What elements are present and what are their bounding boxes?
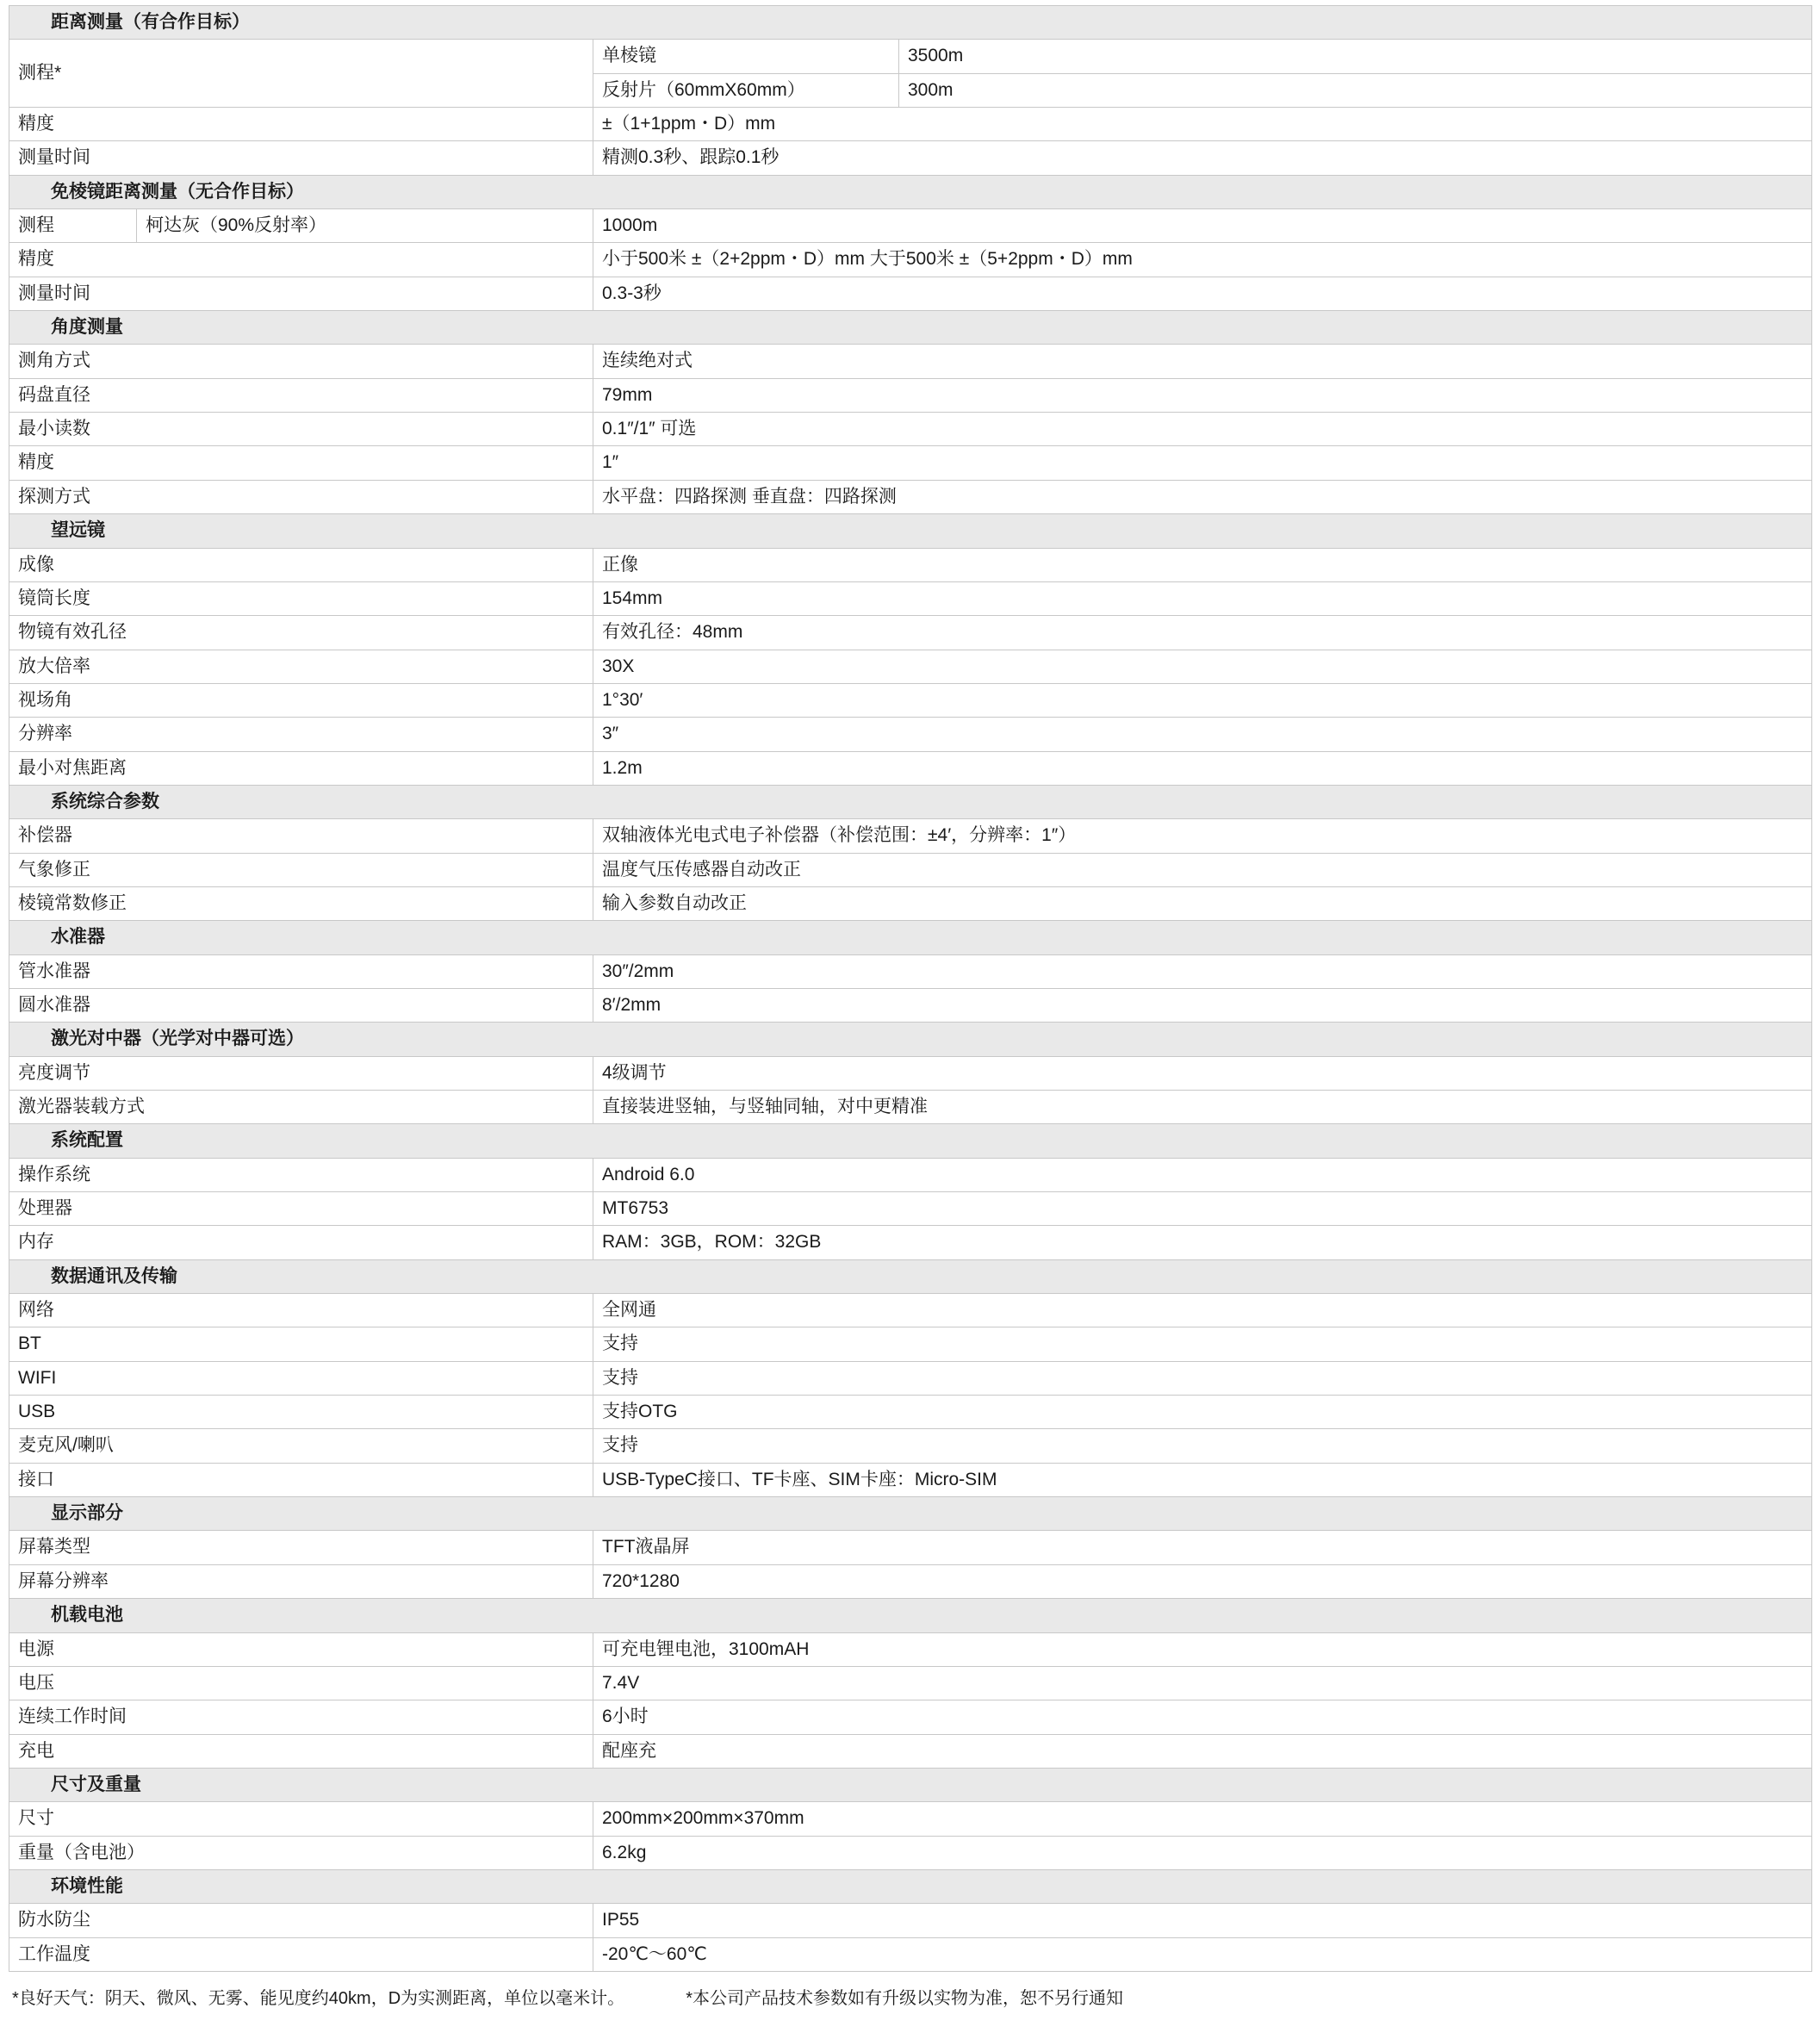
spec-value: 温度气压传感器自动改正: [593, 853, 1812, 886]
spec-label: BT: [9, 1327, 593, 1361]
spec-value: 支持: [593, 1429, 1812, 1463]
section-title: 系统综合参数: [9, 785, 1812, 818]
spec-label: 接口: [9, 1463, 593, 1496]
spec-row: [9, 1836, 1812, 1869]
spec-sublabel: 柯达灰（90%反射率）: [137, 209, 593, 243]
spec-label: 视场角: [9, 683, 593, 717]
section-header-row: [9, 6, 1812, 40]
spec-row: [9, 1226, 1812, 1259]
spec-label: 网络: [9, 1294, 593, 1327]
spec-value: 3500m: [899, 40, 1812, 73]
spec-label: 分辨率: [9, 718, 593, 751]
spec-label: 测程: [9, 209, 137, 243]
spec-row: [9, 988, 1812, 1022]
spec-row: [9, 1802, 1812, 1836]
spec-row: [9, 1937, 1812, 1971]
section-header-row: [9, 514, 1812, 548]
spec-value: 7.4V: [593, 1666, 1812, 1700]
spec-row: [9, 886, 1812, 920]
spec-value: 154mm: [593, 581, 1812, 615]
spec-value: USB-TypeC接口、TF卡座、SIM卡座：Micro-SIM: [593, 1463, 1812, 1496]
spec-label: 尺寸: [9, 1802, 593, 1836]
spec-value-mid: 反射片（60mmX60mm）: [593, 73, 899, 107]
spec-value: 1″: [593, 446, 1812, 480]
spec-value: RAM：3GB，ROM：32GB: [593, 1226, 1812, 1259]
spec-value: 支持: [593, 1327, 1812, 1361]
spec-row: [9, 1734, 1812, 1768]
section-header-row: [9, 1869, 1812, 1903]
spec-row: [9, 751, 1812, 785]
spec-label: 电压: [9, 1666, 593, 1700]
spec-value: 精测0.3秒、跟踪0.1秒: [593, 141, 1812, 175]
spec-label: 管水准器: [9, 954, 593, 988]
spec-label: 亮度调节: [9, 1056, 593, 1090]
spec-label: 放大倍率: [9, 650, 593, 683]
spec-value: 正像: [593, 548, 1812, 581]
spec-value: 200mm×200mm×370mm: [593, 1802, 1812, 1836]
spec-label: 精度: [9, 108, 593, 141]
spec-value: 水平盘：四路探测 垂直盘：四路探测: [593, 480, 1812, 513]
section-title: 免棱镜距离测量（无合作目标）: [9, 175, 1812, 208]
spec-row: [9, 1091, 1812, 1124]
spec-label: 最小对焦距离: [9, 751, 593, 785]
spec-label: 镜筒长度: [9, 581, 593, 615]
spec-value: 8′/2mm: [593, 988, 1812, 1022]
spec-label: 屏幕类型: [9, 1531, 593, 1564]
specifications-table: [9, 5, 1812, 1972]
section-title: 望远镜: [9, 514, 1812, 548]
spec-value: 配座充: [593, 1734, 1812, 1768]
spec-row: [9, 1632, 1812, 1666]
spec-value: 输入参数自动改正: [593, 886, 1812, 920]
spec-label: 精度: [9, 243, 593, 277]
section-title: 尺寸及重量: [9, 1768, 1812, 1801]
spec-row: [9, 446, 1812, 480]
spec-row: [9, 1294, 1812, 1327]
spec-row: [9, 345, 1812, 378]
spec-value: 连续绝对式: [593, 345, 1812, 378]
spec-row: [9, 1700, 1812, 1734]
section-header-row: [9, 1599, 1812, 1632]
spec-label: 操作系统: [9, 1158, 593, 1191]
spec-label: 电源: [9, 1632, 593, 1666]
spec-label: 棱镜常数修正: [9, 886, 593, 920]
spec-value: 1°30′: [593, 683, 1812, 717]
spec-row: [9, 1158, 1812, 1191]
spec-label: 工作温度: [9, 1937, 593, 1971]
section-header-row: [9, 785, 1812, 818]
spec-row: [9, 1396, 1812, 1429]
spec-label: 充电: [9, 1734, 593, 1768]
spec-value: 4级调节: [593, 1056, 1812, 1090]
spec-value: 1.2m: [593, 751, 1812, 785]
spec-row: [9, 1666, 1812, 1700]
spec-value: -20℃～60℃: [593, 1937, 1812, 1971]
spec-value-mid: 单棱镜: [593, 40, 899, 73]
section-title: 水准器: [9, 921, 1812, 954]
spec-row: [9, 141, 1812, 175]
spec-label: 内存: [9, 1226, 593, 1259]
spec-label: 测量时间: [9, 141, 593, 175]
spec-row: [9, 1327, 1812, 1361]
section-title: 环境性能: [9, 1869, 1812, 1903]
spec-row: [9, 1463, 1812, 1496]
spec-row: [9, 1361, 1812, 1395]
spec-row: [9, 718, 1812, 751]
spec-label: 处理器: [9, 1192, 593, 1226]
spec-row: [9, 581, 1812, 615]
spec-row: [9, 209, 1812, 243]
spec-value: 6小时: [593, 1700, 1812, 1734]
spec-label: 补偿器: [9, 819, 593, 853]
spec-value: MT6753: [593, 1192, 1812, 1226]
spec-row: [9, 1056, 1812, 1090]
spec-label: 最小读数: [9, 413, 593, 446]
spec-label: 测量时间: [9, 277, 593, 310]
spec-row: [9, 1904, 1812, 1937]
spec-label: 气象修正: [9, 853, 593, 886]
spec-label: USB: [9, 1396, 593, 1429]
section-header-row: [9, 175, 1812, 208]
section-title: 显示部分: [9, 1497, 1812, 1531]
section-title: 机载电池: [9, 1599, 1812, 1632]
spec-row: [9, 683, 1812, 717]
spec-value: 1000m: [593, 209, 1812, 243]
footnote: [9, 1984, 1811, 2009]
spec-row: [9, 40, 1812, 73]
spec-row: [9, 650, 1812, 683]
spec-label: 精度: [9, 446, 593, 480]
spec-row: [9, 1192, 1812, 1226]
spec-label: 防水防尘: [9, 1904, 593, 1937]
section-header-row: [9, 1023, 1812, 1056]
spec-row: [9, 277, 1812, 310]
spec-row: [9, 1531, 1812, 1564]
spec-row: [9, 819, 1812, 853]
spec-row: [9, 378, 1812, 412]
spec-value: 30X: [593, 650, 1812, 683]
spec-value: 支持OTG: [593, 1396, 1812, 1429]
spec-value: 30″/2mm: [593, 954, 1812, 988]
spec-row: [9, 413, 1812, 446]
spec-value: IP55: [593, 1904, 1812, 1937]
spec-value: 支持: [593, 1361, 1812, 1395]
spec-row: [9, 616, 1812, 650]
spec-row: [9, 954, 1812, 988]
spec-row: [9, 548, 1812, 581]
spec-row: [9, 480, 1812, 513]
section-header-row: [9, 1768, 1812, 1801]
spec-label: 成像: [9, 548, 593, 581]
spec-label: 测程*: [9, 40, 593, 108]
section-title: 系统配置: [9, 1124, 1812, 1158]
spec-label: 激光器装载方式: [9, 1091, 593, 1124]
spec-label: 重量（含电池）: [9, 1836, 593, 1869]
section-title: 激光对中器（光学对中器可选）: [9, 1023, 1812, 1056]
section-header-row: [9, 1124, 1812, 1158]
spec-row: [9, 1429, 1812, 1463]
spec-value: 0.1″/1″ 可选: [593, 413, 1812, 446]
spec-value: 79mm: [593, 378, 1812, 412]
spec-value: 3″: [593, 718, 1812, 751]
spec-value: 6.2kg: [593, 1836, 1812, 1869]
spec-value: 300m: [899, 73, 1812, 107]
spec-value: 0.3-3秒: [593, 277, 1812, 310]
spec-label: 物镜有效孔径: [9, 616, 593, 650]
spec-label: 连续工作时间: [9, 1700, 593, 1734]
section-header-row: [9, 1497, 1812, 1531]
section-title: 角度测量: [9, 311, 1812, 345]
spec-value: 有效孔径：48mm: [593, 616, 1812, 650]
spec-value: 小于500米 ±（2+2ppm・D）mm 大于500米 ±（5+2ppm・D）mm: [593, 243, 1812, 277]
section-title: 数据通讯及传输: [9, 1259, 1812, 1293]
spec-value: 720*1280: [593, 1564, 1812, 1598]
spec-label: 屏幕分辨率: [9, 1564, 593, 1598]
spec-label: 圆水准器: [9, 988, 593, 1022]
spec-row: [9, 1564, 1812, 1598]
spec-label: WIFI: [9, 1361, 593, 1395]
section-header-row: [9, 1259, 1812, 1293]
section-header-row: [9, 311, 1812, 345]
spec-label: 麦克风/喇叭: [9, 1429, 593, 1463]
footnote-left-text: *良好天气：阴天、微风、无雾、能见度约40km，D为实测距离，单位以毫米计。: [12, 1988, 625, 2008]
spec-label: 测角方式: [9, 345, 593, 378]
section-header-row: [9, 921, 1812, 954]
spec-row: [9, 243, 1812, 277]
spec-value: Android 6.0: [593, 1158, 1812, 1191]
spec-row: [9, 853, 1812, 886]
section-title: 距离测量（有合作目标）: [9, 6, 1812, 40]
spec-value: 可充电锂电池，3100mAH: [593, 1632, 1812, 1666]
spec-value: TFT液晶屏: [593, 1531, 1812, 1564]
spec-value: 全网通: [593, 1294, 1812, 1327]
spec-value: 双轴液体光电式电子补偿器（补偿范围：±4′，分辨率：1″）: [593, 819, 1812, 853]
spec-row: [9, 108, 1812, 141]
footnote-right-text: *本公司产品技术参数如有升级以实物为准，恕不另行通知: [686, 1988, 1124, 2008]
spec-label: 探测方式: [9, 480, 593, 513]
spec-value: ±（1+1ppm・D）mm: [593, 108, 1812, 141]
spec-label: 码盘直径: [9, 378, 593, 412]
spec-value: 直接装进竖轴，与竖轴同轴，对中更精准: [593, 1091, 1812, 1124]
